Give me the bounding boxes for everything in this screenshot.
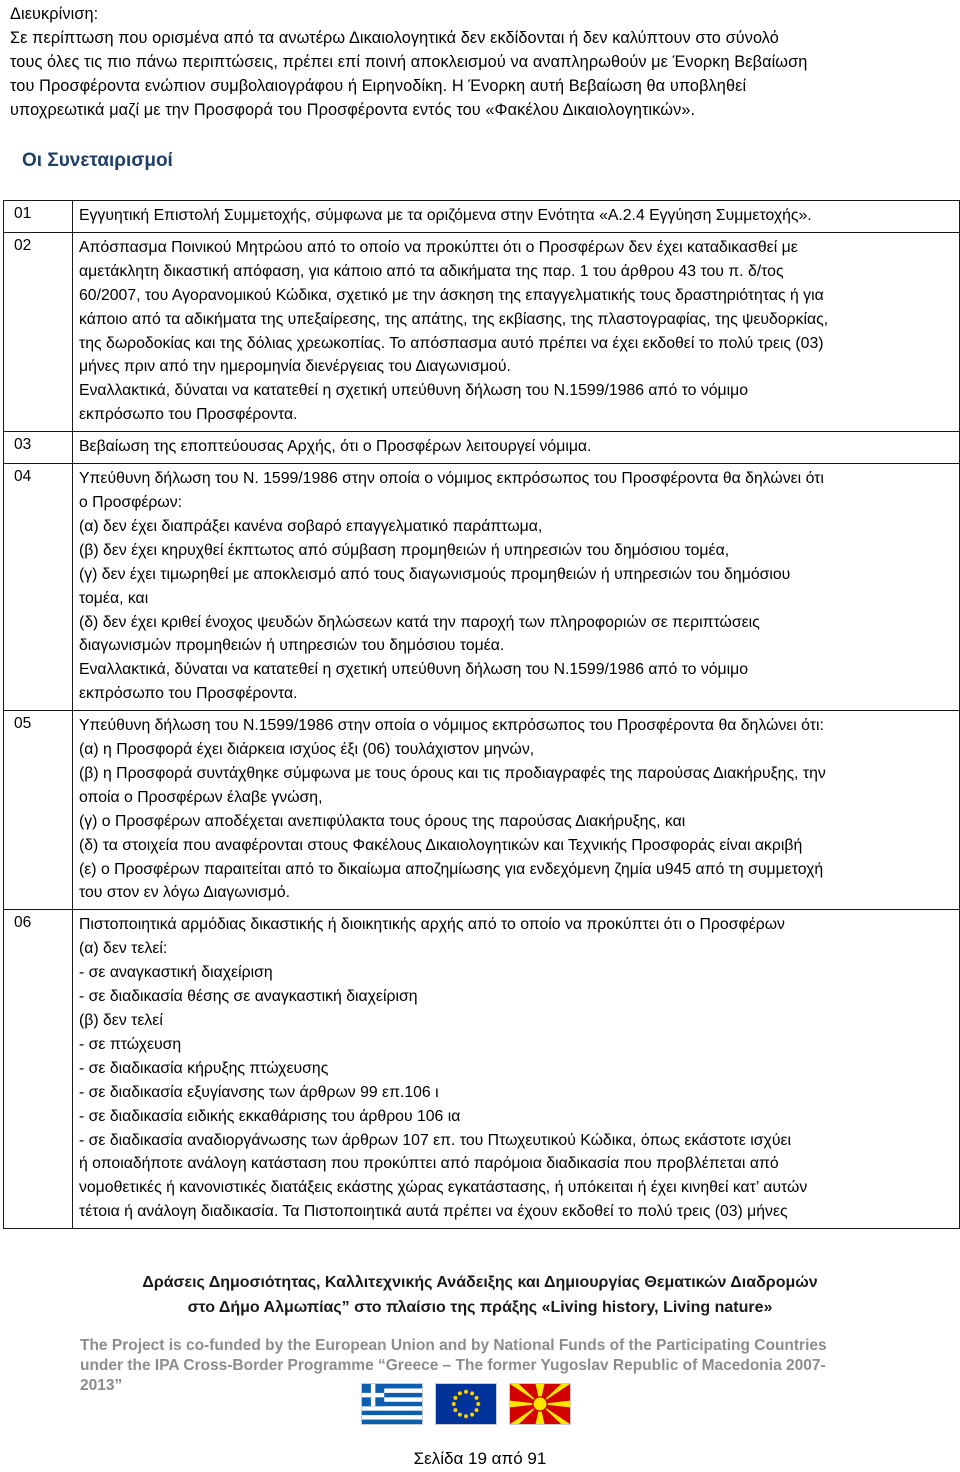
footer-title-line: στο Δήμο Αλμωπίας” στο πλαίσιο της πράξης «Living history, Living nature» xyxy=(187,1299,773,1316)
row-line: κάποιο από τα αδικήματα της υπεξαίρεσης, της απάτης, της εκβίασης, της πλαστογραφίας, της ψευδορκίας, xyxy=(79,310,829,328)
row-number: 03 xyxy=(4,432,73,464)
row-line: διαγωνισμών προμηθειών ή υπηρεσιών του δημόσιου τομέα. xyxy=(79,637,505,655)
section-title: Οι Συνεταιρισμοί xyxy=(22,150,173,171)
row-line: εκπρόσωπο του Προσφέροντα. xyxy=(79,685,298,703)
page-number: Σελίδα 19 από 91 xyxy=(413,1449,547,1468)
row-number: 05 xyxy=(4,711,73,910)
row-number: 02 xyxy=(4,232,73,431)
row-line: αμετάκλητη δικαστική απόφαση, για κάποιο από τα αδικήματα της παρ. 1 του άρθρου 43 του π. δ/τος xyxy=(79,262,784,280)
row-line: Απόσπασμα Ποινικού Μητρώου από το οποίο να προκύπτει ότι ο Προσφέρων δεν έχει καταδικασθεί με xyxy=(79,238,798,256)
clarification-block xyxy=(10,2,952,122)
row-line: Εναλλακτικά, δύναται να κατατεθεί η σχετική υπεύθυνη δήλωση του Ν.1599/1986 από το νόμιμο xyxy=(79,661,749,679)
cofund-line: under the IPA Cross-Border Programme “Greece – The former Yugoslav Republic of Macedonia 2007-2013” xyxy=(80,1357,826,1394)
row-line: - σε διαδικασία εξυγίανσης των άρθρων 99 επ.106 ι xyxy=(79,1083,439,1101)
row-line: - σε διαδικασία αναδιοργάνωσης των άρθρων 107 επ. του Πτωχευτικού Κώδικα, όπως εκάστοτε ισχύει xyxy=(79,1131,792,1149)
row-text xyxy=(73,910,960,1229)
row-line: τομέα, και xyxy=(79,589,149,607)
row-line: Εγγυητική Επιστολή Συμμετοχής, σύμφωνα με τα οριζόμενα στην Ενότητα «Α.2.4 Εγγύηση Συμμετοχής». xyxy=(79,207,812,224)
clarification-line: Σε περίπτωση που ορισμένα από τα ανωτέρω Δικαιολογητικά δεν εκδίδονται ή δεν καλύπτουν στο σύνολό xyxy=(10,29,779,47)
row-line: (β) δεν τελεί xyxy=(79,1012,163,1029)
row-line: τέτοια ή ανάλογη διαδικασία. Τα Πιστοποιητικά αυτά πρέπει να έχουν εκδοθεί το πολύ τρεις (03) μήνες xyxy=(79,1203,788,1221)
table-row xyxy=(4,910,960,1229)
eu-flag-icon xyxy=(435,1383,497,1425)
clarification-line: υποχρεωτικά μαζί με την Προσφορά του Προσφέροντα εντός του «Φακέλου Δικαιολογητικών». xyxy=(10,101,696,119)
row-line: (α) δεν τελεί: xyxy=(79,940,168,958)
row-line: (ε) ο Προσφέρων παραιτείται από το δικαίωμα αποζημίωσης για ενδεχόμενη ζημία u945 από τη συμμετοχή xyxy=(79,860,824,878)
row-text xyxy=(73,432,960,464)
table-row xyxy=(4,232,960,431)
clarification-line: τους όλες τις πιο πάνω περιπτώσεις, πρέπει επί ποινή αποκλεισμού να αναπληρωθούν με Ένορκη Βεβαίωση xyxy=(10,53,808,71)
table-row xyxy=(4,432,960,464)
row-number: 06 xyxy=(4,910,73,1229)
row-number: 04 xyxy=(4,464,73,711)
row-line: - σε αναγκαστική διαχείριση xyxy=(79,964,273,982)
table-row xyxy=(4,464,960,711)
row-line: - σε διαδικασία ειδικής εκκαθάρισης του άρθρου 106 ια xyxy=(79,1107,461,1125)
row-line: (β) δεν έχει κηρυχθεί έκπτωτος από σύμβαση προμηθειών ή υπηρεσιών του δημόσιου τομέα, xyxy=(79,541,730,559)
macedonia-flag-icon xyxy=(509,1383,571,1425)
row-line: 60/2007, του Αγορανομικού Κώδικα, σχετικό με την άσκηση της επαγγελματικής τους δραστηριότητας ή για xyxy=(79,286,824,304)
row-line: (α) δεν έχει διαπράξει κανένα σοβαρό επαγγελματικό παράπτωμα, xyxy=(79,517,543,535)
row-line: Πιστοποιητικά αρμόδιας δικαστικής ή διοικητικής αρχής από το οποίο να προκύπτει ότι ο Προσφέρων xyxy=(79,916,785,934)
row-number: 01 xyxy=(4,201,73,233)
row-line: (β) η Προσφορά συντάχθηκε σύμφωνα με τους όρους και τις προδιαγραφές της παρούσας Διακήρυξης, την xyxy=(79,764,826,782)
clarification-line: του Προσφέροντα ενώπιον συμβολαιογράφου ή Ειρηνοδίκη. Η Ένορκη αυτή Βεβαίωση θα υποβληθεί xyxy=(10,77,747,95)
row-line: (δ) δεν έχει κριθεί ένοχος ψευδών δηλώσεων κατά την παροχή των πληροφοριών σε περιπτώσεις xyxy=(79,613,760,631)
row-line: (α) η Προσφορά έχει διάρκεια ισχύος έξι (06) τουλάχιστον μηνών, xyxy=(79,741,535,759)
table-row xyxy=(4,711,960,910)
requirements-table xyxy=(3,200,960,1229)
row-line: Βεβαίωση της εποπτεύουσας Αρχής, ότι ο Προσφέρων λειτουργεί νόμιμα. xyxy=(79,438,592,456)
cofund-line: The Project is co-funded by the European Union and by National Funds of the Participating Countries xyxy=(80,1337,827,1354)
row-line: - σε πτώχευση xyxy=(79,1035,182,1053)
row-line: ή οποιαδήποτε ανάλογη κατάσταση που προκύπτει από παρόμοια διαδικασία που προβλέπεται από xyxy=(79,1155,779,1173)
row-line: εκπρόσωπο του Προσφέροντα. xyxy=(79,406,298,424)
footer-title-line: Δράσεις Δημοσιότητας, Καλλιτεχνικής Ανάδειξης και Δημιουργίας Θεματικών Διαδρομών xyxy=(142,1274,818,1291)
row-line: ο Προσφέρων: xyxy=(79,493,182,511)
table-row xyxy=(4,201,960,233)
row-line: του στον εν λόγω Διαγωνισμό. xyxy=(79,884,291,902)
clarification-label: Διευκρίνιση: xyxy=(10,5,99,23)
row-line: Υπεύθυνη δήλωση του Ν.1599/1986 στην οποία ο νόμιμος εκπρόσωπος του Προσφέροντα θα δηλώνει ότι: xyxy=(79,717,824,735)
row-line: (γ) δεν έχει τιμωρηθεί με αποκλεισμό από τους διαγωνισμούς προμηθειών ή υπηρεσιών του δημόσιου xyxy=(79,565,791,583)
flag-row xyxy=(361,1383,571,1425)
row-line: (γ) ο Προσφέρων αποδέχεται ανεπιφύλακτα τους όρους της παρούσας Διακήρυξης, και xyxy=(79,812,686,830)
row-line: (δ) τα στοιχεία που αναφέρονται στους Φακέλους Δικαιολογητικών και Τεχνικής Προσφοράς είναι ακριβή xyxy=(79,836,803,854)
row-text xyxy=(73,232,960,431)
greece-flag-icon xyxy=(361,1383,423,1425)
row-line: Υπεύθυνη δήλωση του Ν. 1599/1986 στην οποία ο νόμιμος εκπρόσωπος του Προσφέροντα θα δηλώνει ότι xyxy=(79,470,824,488)
row-line: μήνες πριν από την ημερομηνία διενέργειας του Διαγωνισμού. xyxy=(79,358,511,376)
row-line: νομοθετικές ή κανονιστικές διατάξεις εκάστης χώρας εγκατάστασης, ή υπόκειται ή έχει κινηθεί κατ’ αυτών xyxy=(79,1179,808,1197)
row-text xyxy=(73,464,960,711)
row-line: οποία ο Προσφέρων έλαβε γνώση, xyxy=(79,788,323,806)
row-text xyxy=(73,711,960,910)
footer-title xyxy=(0,1270,960,1320)
row-line: της δωροδοκίας και της δόλιας χρεωκοπίας. Το απόσπασμα αυτό πρέπει να έχει εκδοθεί το πολύ τρεις (03) xyxy=(79,334,824,352)
row-line: - σε διαδικασία θέσης σε αναγκαστική διαχείριση xyxy=(79,988,418,1006)
row-line: - σε διαδικασία κήρυξης πτώχευσης xyxy=(79,1059,329,1077)
row-line: Εναλλακτικά, δύναται να κατατεθεί η σχετική υπεύθυνη δήλωση του Ν.1599/1986 από το νόμιμο xyxy=(79,382,749,400)
row-text xyxy=(73,201,960,233)
